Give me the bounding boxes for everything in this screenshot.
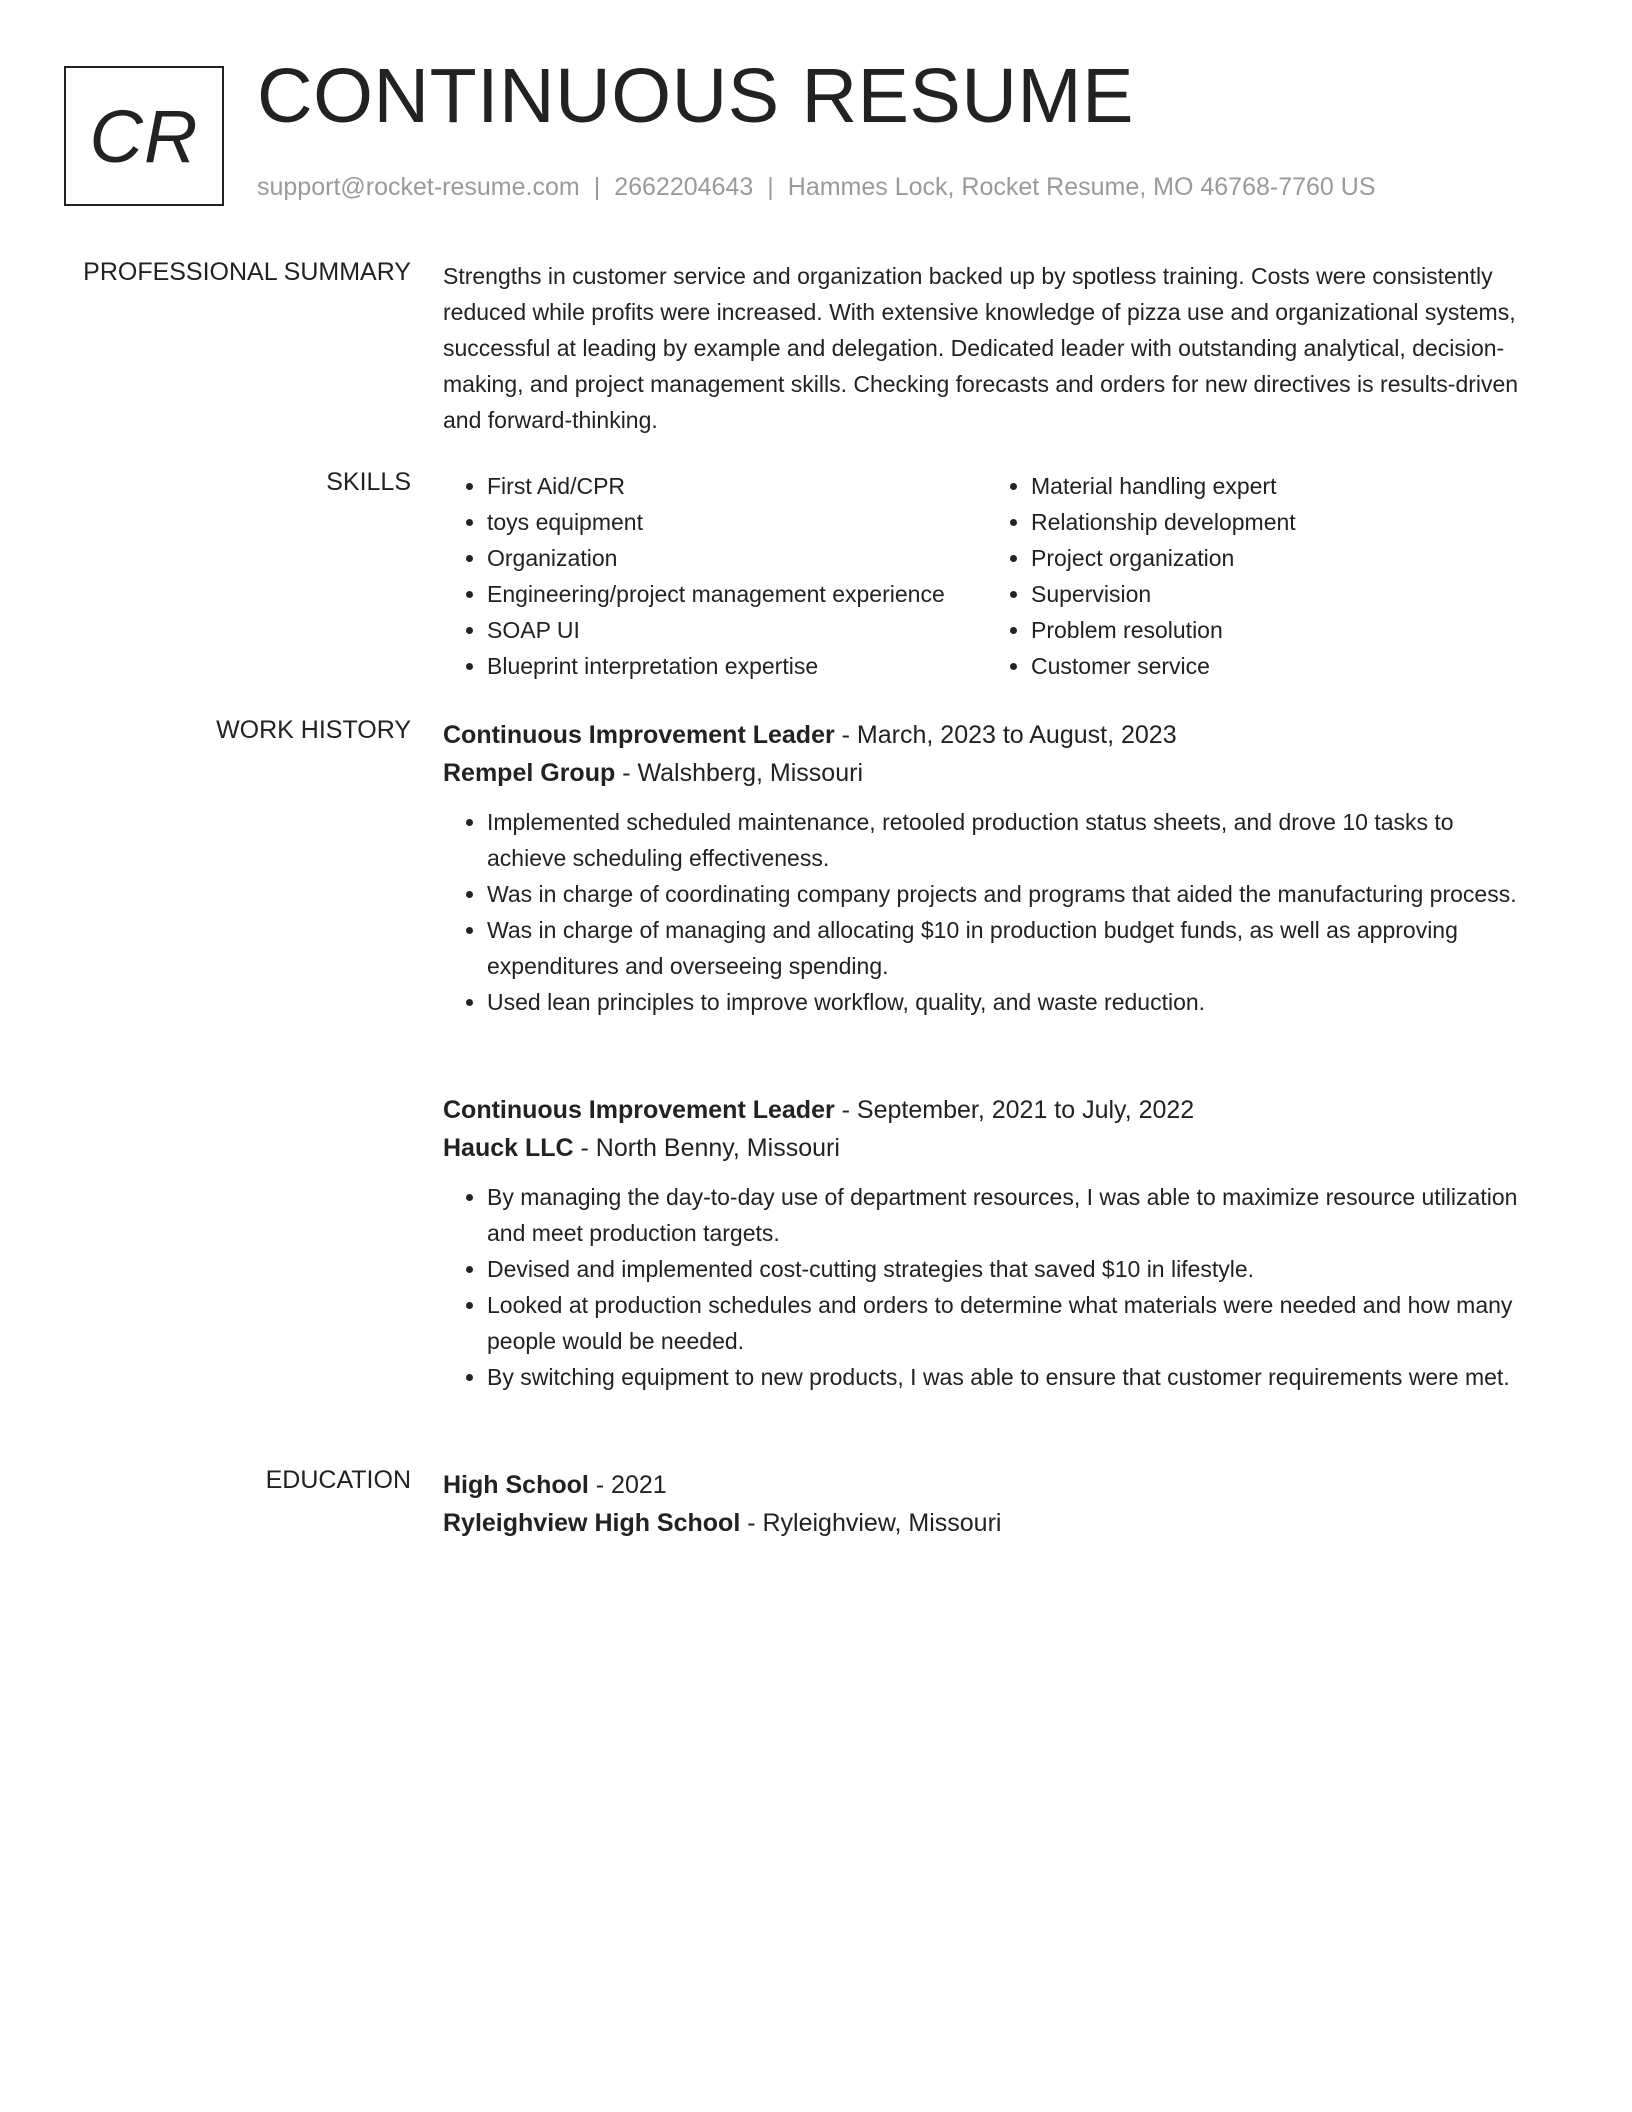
job-title-line [443, 1091, 1533, 1129]
job-bullet: • Was in charge of managing and allocating $10 in production budget funds, as well as approving expenditures and overseeing spending. [487, 912, 1533, 984]
job-location: - North Benny, Missouri [573, 1134, 840, 1162]
skill-item: • Project organization [1031, 540, 1531, 576]
skill-item: • Customer service [1031, 648, 1531, 684]
skills-columns [443, 468, 1533, 684]
candidate-name: CONTINUOUS RESUME [257, 53, 1134, 139]
education-school-line [443, 1504, 1533, 1542]
section-title-work: WORK HISTORY [216, 716, 411, 744]
education-body [443, 1466, 1533, 1542]
job-title-line [443, 716, 1533, 754]
education-location: - Ryleighview, Missouri [740, 1509, 1002, 1537]
skill-item: • Blueprint interpretation expertise [487, 648, 987, 684]
contact-phone: 2662204643 [614, 173, 754, 201]
job-role: Continuous Improvement Leader [443, 1096, 835, 1124]
skill-item: • Engineering/project management experience [487, 576, 987, 612]
contact-separator: | [767, 173, 774, 201]
job-company: Rempel Group [443, 759, 616, 787]
skill-item: • toys equipment [487, 504, 987, 540]
skills-list-right [987, 468, 1531, 684]
contact-address: Hammes Lock, Rocket Resume, MO 46768-7760 US [787, 173, 1376, 201]
job-bullet: • Was in charge of coordinating company projects and programs that aided the manufacturing process. [487, 876, 1533, 912]
work-body [443, 716, 1533, 1020]
job-bullet: • Implemented scheduled maintenance, retooled production status sheets, and drove 10 tasks to achieve scheduling effectiveness. [487, 804, 1533, 876]
job-entry [443, 1091, 1533, 1395]
contact-separator: | [593, 173, 601, 201]
contact-line [257, 173, 1376, 202]
section-title-skills: SKILLS [326, 468, 411, 496]
section-title-summary: PROFESSIONAL SUMMARY [83, 258, 411, 286]
skill-item: • Material handling expert [1031, 468, 1531, 504]
skill-item: • First Aid/CPR [487, 468, 987, 504]
job-company-line [443, 1129, 1533, 1167]
education-school: Ryleighview High School [443, 1509, 741, 1537]
summary-body [443, 258, 1533, 438]
education-year: - 2021 [588, 1471, 667, 1499]
skill-item: • Relationship development [1031, 504, 1531, 540]
job-bullets [443, 804, 1533, 1020]
job-bullet: • By switching equipment to new products, I was able to ensure that customer requirements were met. [487, 1359, 1533, 1395]
monogram-initials: CR [89, 94, 199, 178]
job-company: Hauck LLC [443, 1134, 574, 1162]
skill-item: • Organization [487, 540, 987, 576]
job-dates: - March, 2023 to August, 2023 [834, 721, 1177, 749]
job-bullet: • By managing the day-to-day use of department resources, I was able to maximize resource utilization and meet production targets. [487, 1179, 1533, 1251]
job-dates: - September, 2021 to July, 2022 [834, 1096, 1195, 1124]
section-title-education: EDUCATION [265, 1466, 411, 1494]
contact-email: support@rocket-resume.com [257, 173, 580, 201]
job-bullet: • Looked at production schedules and orders to determine what materials were needed and how many people would be needed. [487, 1287, 1533, 1359]
monogram-box [64, 66, 224, 206]
job-bullet: • Used lean principles to improve workflow, quality, and waste reduction. [487, 984, 1533, 1020]
job-company-line [443, 754, 1533, 792]
job-entry [443, 716, 1533, 1020]
summary-text: Strengths in customer service and organization backed up by spotless training. Costs were consistently reduced while profits were increased. With extensive knowledge of pizza use and organizational systems, successful at leading by example and delegation. Dedicated leader with outstanding analytical, decision-making, and project management skills. Checking forecasts and orders for new directives is results-driven and forward-thinking. [443, 263, 1519, 433]
education-degree-line [443, 1466, 1533, 1504]
skill-item: • Problem resolution [1031, 612, 1531, 648]
work-body-2 [443, 1091, 1533, 1395]
job-bullets [443, 1179, 1533, 1395]
job-role: Continuous Improvement Leader [443, 721, 835, 749]
job-location: - Walshberg, Missouri [615, 759, 863, 787]
education-degree: High School [443, 1471, 589, 1499]
skills-list-left [443, 468, 987, 684]
skill-item: • Supervision [1031, 576, 1531, 612]
skills-body [443, 468, 1533, 684]
job-bullet: • Devised and implemented cost-cutting strategies that saved $10 in lifestyle. [487, 1251, 1533, 1287]
skill-item: • SOAP UI [487, 612, 987, 648]
